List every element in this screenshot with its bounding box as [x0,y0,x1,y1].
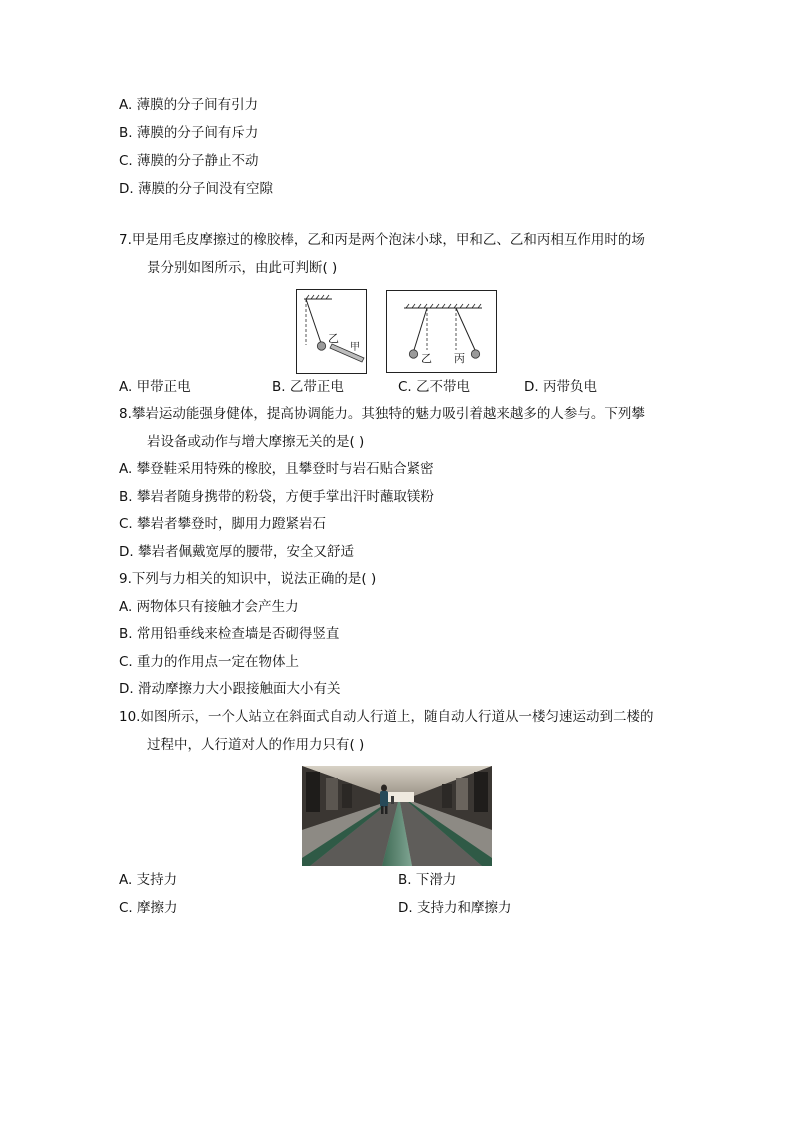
q9-option-d: D. 滑动摩擦力大小跟接触面大小有关 [119,681,341,697]
q9-option-a: A. 两物体只有接触才会产生力 [119,599,299,615]
q6-option-b: B. 薄膜的分子间有斥力 [119,125,259,141]
q7-option-c: C. 乙不带电 [398,379,471,395]
label-jia: 甲 [350,342,360,353]
q8-option-b: B. 攀岩者随身携带的粉袋，方便手掌出汗时蘸取镁粉 [119,489,434,505]
q10-stem-line2: 过程中，人行道对人的作用力只有( ) [147,737,365,753]
moving-walkway-photo [302,766,492,866]
label-bing: 丙 [454,352,465,365]
q10-option-b: B. 下滑力 [398,872,457,888]
q8-stem-line2: 岩设备或动作与增大摩擦无关的是( ) [147,434,365,450]
q6-option-d: D. 薄膜的分子间没有空隙 [119,181,273,197]
q6-option-a: A. 薄膜的分子间有引力 [119,97,259,113]
q7-option-b: B. 乙带正电 [272,379,344,395]
q7-figure-left [296,289,368,375]
label-yi: 乙 [328,332,339,345]
q7-option-d: D. 丙带负电 [524,379,597,395]
q10-option-c: C. 摩擦力 [119,900,178,916]
q8-option-d: D. 攀岩者佩戴宽厚的腰带，安全又舒适 [119,544,354,560]
label-yi-2: 乙 [421,352,432,365]
q10-stem-line1: 10.如图所示，一个人站立在斜面式自动人行道上，随自动人行道从一楼匀速运动到二楼的 [119,709,654,725]
q8-option-c: C. 攀岩者攀登时，脚用力蹬紧岩石 [119,516,327,532]
q6-option-c: C. 薄膜的分子静止不动 [119,153,259,169]
q7-stem-line1: 7.甲是用毛皮摩擦过的橡胶棒，乙和丙是两个泡沫小球，甲和乙、乙和丙相互作用时的场 [119,232,645,248]
q8-option-a: A. 攀登鞋采用特殊的橡胶，且攀登时与岩石贴合紧密 [119,461,434,477]
q9-stem: 9.下列与力相关的知识中，说法正确的是( ) [119,571,377,587]
q7-figure-right [386,290,498,374]
q8-stem-line1: 8.攀岩运动能强身健体，提高协调能力。其独特的魅力吸引着越来越多的人参与。下列攀 [119,406,645,422]
q10-option-d: D. 支持力和摩擦力 [398,900,512,916]
q9-option-c: C. 重力的作用点一定在物体上 [119,654,300,670]
q10-option-a: A. 支持力 [119,872,178,888]
q7-option-a: A. 甲带正电 [119,379,191,395]
q7-stem-line2: 景分别如图所示，由此可判断( ) [147,260,338,276]
q9-option-b: B. 常用铅垂线来检查墙是否砌得竖直 [119,626,340,642]
